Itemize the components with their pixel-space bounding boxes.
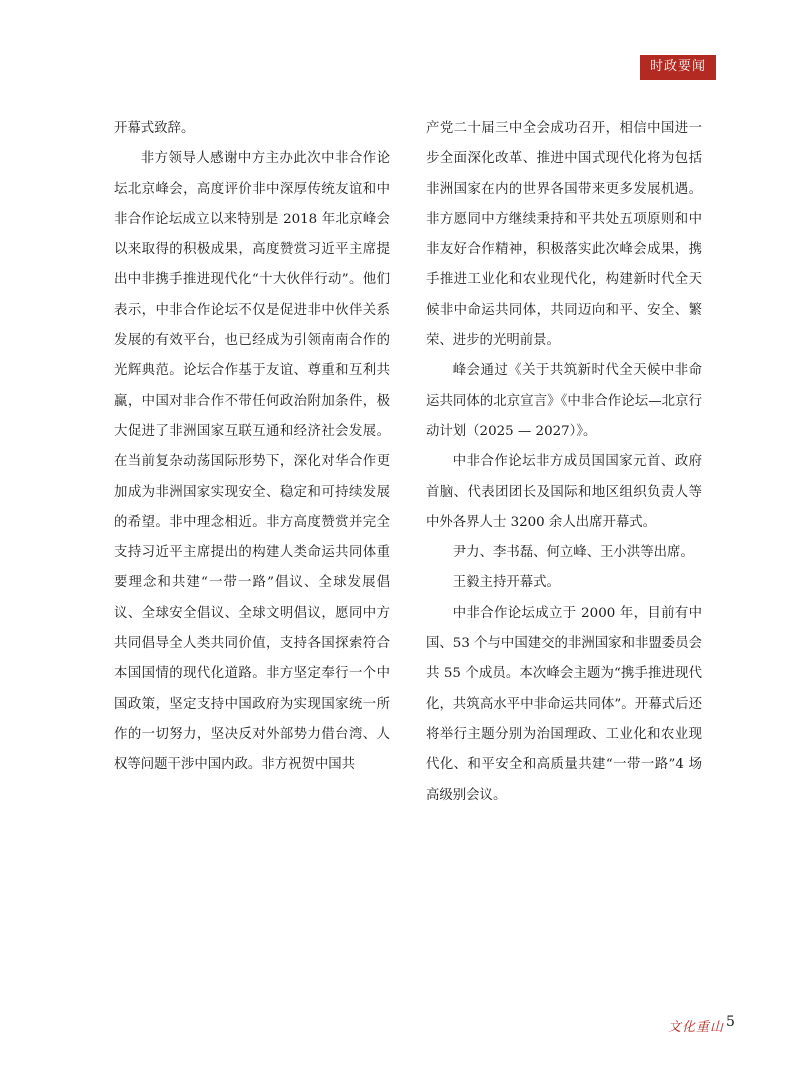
right-column [426, 114, 702, 811]
paragraph: 王毅主持开幕式。 [452, 575, 560, 591]
paragraph: 中非合作论坛非方成员国国家元首、政府首脑、代表团团长及国际和地区组织负责人等中外各界人士 3200 余人出席开幕式。 [426, 454, 702, 530]
paragraph: 开幕式致辞。 [114, 121, 195, 136]
magazine-logo: 文化重山 [668, 1020, 725, 1035]
paragraph: 尹力、李书磊、何立峰、王小洪等出席。 [452, 545, 694, 561]
page-number: 5 [726, 1014, 735, 1030]
left-column [114, 114, 390, 781]
section-tag: 时政要闻 [640, 55, 716, 80]
paragraph: 产党二十届三中全会成功召开，相信中国进一步全面深化改革、推进中国式现代化将为包括非洲国家在内的世界各国带来更多发展机遇。非方愿同中方继续秉持和平共处五项原则和中非友好合作精神，积极落实此次峰会成果，携手推进工业化和农业现代化，构建新时代全天候非中命运共同体，共同迈向和平、安全、繁荣、进步的光明前景。 [426, 121, 702, 349]
paragraph: 峰会通过《关于共筑新时代全天候中非命运共同体的北京宣言》《中非合作论坛—北京行动计划（2025 — 2027）》。 [426, 363, 702, 439]
paragraph: 中非合作论坛成立于 2000 年，目前有中国、53 个与中国建交的非洲国家和非盟委员会共 55 个成员。本次峰会主题为“携手推进现代化，共筑高水平中非命运共同体”。开幕式后还将举行主题分别为治国理政、工业化和农业现代化、和平安全和高质量共建“一带一路”4 场高级别会议。 [426, 605, 702, 803]
paragraph: 非方领导人感谢中方主办此次中非合作论坛北京峰会，高度评价非中深厚传统友谊和中非合作论坛成立以来特别是 2018 年北京峰会以来取得的积极成果，高度赞赏习近平主席提出中非携手推进现代化“十大伙伴行动”。他们表示，中非合作论坛不仅是促进非中伙伴关系发展的有效平台，也已经成为引领南南合作的光辉典范。论坛合作基于友谊、尊重和互利共赢，中国对非合作不带任何政治附加条件，极大促进了非洲国家互联互通和经济社会发展。在当前复杂动荡国际形势下，深化对华合作更加成为非洲国家实现安全、稳定和可持续发展的希望。非中理念相近。非方高度赞赏并完全支持习近平主席提出的构建人类命运共同体重要理念和共建“一带一路”倡议、全球发展倡议、全球安全倡议、全球文明倡议，愿同中方共同倡导全人类共同价值，支持各国探索符合本国国情的现代化道路。非方坚定奉行一个中国政策，坚定支持中国政府为实现国家统一所作的一切努力，坚决反对外部势力借台湾、人权等问题干涉中国内政。非方祝贺中国共 [114, 151, 390, 773]
